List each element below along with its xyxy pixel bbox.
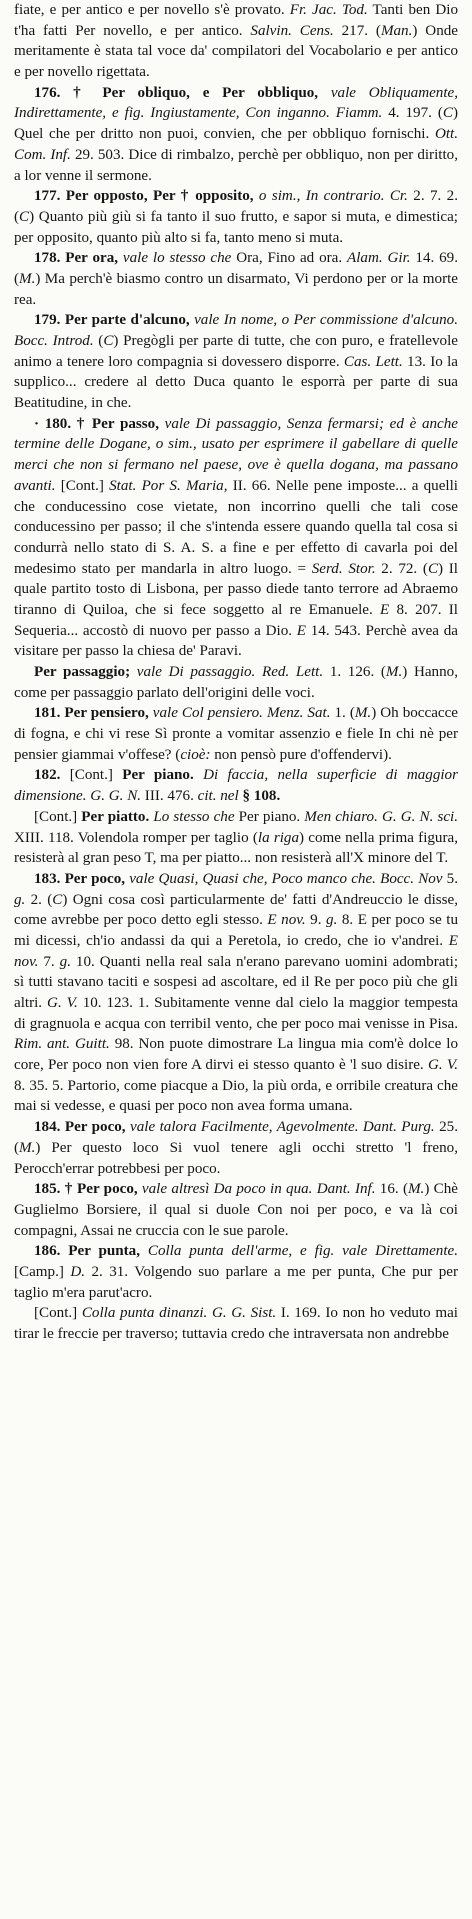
headword-text: 186. Per punta, <box>34 1243 148 1260</box>
italic-text: Ott. Com. Inf. <box>14 126 458 163</box>
body-text: 14. 543. Perchè avea da visitare per passo la chiesa de' Paravi. <box>14 622 458 660</box>
italic-text: D. <box>70 1263 86 1280</box>
body-text: fiate, e per antico e per novello s'è provato. <box>14 2 290 18</box>
headword-text: 176. † Per obliquo, e Per obbliquo, <box>34 84 331 101</box>
italic-text: M. <box>385 664 403 680</box>
body-text: 9. <box>305 912 327 929</box>
italic-text: cit. nel <box>197 788 239 805</box>
italic-text: M. <box>407 1181 425 1198</box>
body-text: 8. 35. 5. Partorio, come piacque a Dio, la più orda, e orribile creatura che mai si vedesse, e quasi per poco non avea forma umana. <box>14 1077 458 1115</box>
body-text: ) come nella prima figura, resisterà al gran peso T, ma per piatto... non resisterà all'X minore del T. <box>14 829 458 867</box>
entry-180 <box>14 414 458 662</box>
body-text: ) Il quale partito tosto di Lisbona, per passo diede tanto terrore ad Abraemo tiranno di Quiloa, che si fece soggetto al re Emanuele. <box>14 560 458 618</box>
italic-text: cioè: <box>180 746 211 763</box>
italic-text: g. <box>14 891 26 908</box>
italic-text: C <box>427 560 439 577</box>
body-text: ) Onde meritamente è stata tal voce da' compilatori del Vocabolario e per antico e per novello rigettata. <box>14 22 458 81</box>
headword-text: Per passaggio; <box>34 664 137 680</box>
italic-text: vale Obliquamente, Indirettamente, e fig. Ingiustamente, Con inganno. Fiamm. <box>14 84 459 122</box>
headword-text: 184. Per poco, <box>34 1119 131 1136</box>
entry-186-cont <box>14 1303 458 1344</box>
body-text: [Cont.] <box>55 477 110 494</box>
headword-text: 182. <box>34 767 70 784</box>
body-text: [Cont.] <box>69 767 123 784</box>
body-text: II. 66. Nelle pene imposte... a quelli che conducessino cose vietate, non incorrino quelli che tali cose conducessino per passo; il che s'intenda essere quando quella tal cosa si condurrà nello stato di S. A. S. a fine e per effetto di cavarla poi del medesimo stato per mandarla in altro luogo. = <box>14 477 459 577</box>
entry-179 <box>14 310 458 413</box>
headword-text: 181. Per pensiero, <box>34 705 153 722</box>
italic-text: Colla punta dell'arme, e fig. vale Direttamente. <box>147 1243 458 1260</box>
body-text: III. 476. <box>141 788 198 805</box>
body-text: ) Ogni cosa così particularmente de' fatti d'Andreuccio le disse, come avrebbe per poco detto egli stesso. <box>14 891 458 929</box>
body-text: ) Quanto più giù si fa tanto il suo frutto, e sapor si muta, e dimestica; per opposito, quanto più alto si fa, tanto meno si muta. <box>14 208 458 246</box>
headword-text: Per piano. <box>122 767 204 784</box>
italic-text: Man. <box>380 22 413 39</box>
italic-text: M. <box>19 270 36 287</box>
italic-text: G. V. <box>47 995 78 1011</box>
body-text: 16. ( <box>375 1181 408 1198</box>
italic-text: vale altresì Da poco in qua. Dant. Inf. <box>141 1181 376 1198</box>
body-text: XIII. 118. Volendola romper per taglio ( <box>14 829 258 846</box>
body-text: ) Hanno, come per passaggio parlato dell'origini delle voci. <box>14 664 458 701</box>
italic-text: E nov. <box>267 912 306 929</box>
body-text: 2. 31. Volgendo suo parlare a me per punta, Che pur per taglio m'era parut'acro. <box>14 1263 459 1301</box>
italic-text: Men chiaro. G. G. N. sci. <box>304 808 458 825</box>
italic-text: C <box>103 333 114 349</box>
italic-text: vale In nome, o Per commissione d'alcuno. Bocc. Introd. <box>14 312 458 349</box>
body-text: 10. Quanti nella real sala n'erano parevano uomini adombrati; sì tutti stavano taciti e sospesi ad ascoltare, ed il Re per poco più che gli altri. <box>14 953 459 1011</box>
entry-177 <box>14 186 458 248</box>
body-text: ) Ma perch'è biasmo contro un disarmato, Vi perdono per or la morte rea. <box>14 270 458 308</box>
italic-text: vale talora Facilmente, Agevolmente. Dant. Purg. <box>130 1119 435 1136</box>
entry-per-passaggio <box>14 662 458 703</box>
body-text: Tanti ben Dio t'ha fatti Per novello, e per antico. <box>14 2 458 39</box>
body-text: 2. 72. ( <box>375 560 428 577</box>
italic-text: C <box>19 208 30 225</box>
italic-text: Salvin. Cens. <box>250 22 334 39</box>
body-text: 217. ( <box>333 22 381 39</box>
italic-text: g. <box>326 912 338 929</box>
body-text: ) Quel che per dritto non puoi, convien, che per obbliquo fornischi. <box>14 105 458 143</box>
entry-186 <box>14 1241 458 1303</box>
entry-183 <box>14 869 458 1117</box>
entry-178 <box>14 248 458 310</box>
body-text: 98. Non puote dimostrare La lingua mia com'è dolce lo core, Per poco non vien fore A dirvi ei stesso quanto è 'l suo disire. <box>14 1036 458 1074</box>
italic-text: vale Di passaggio, Senza fermarsi; ed è anche termine delle Dogane, o sim., usato per esprimere il gabellare di quelle merci che non si fermano nel paese, ove è quella dogana, ma passano avanti. <box>14 415 458 494</box>
italic-text: vale Di passaggio. Red. Lett. <box>136 664 324 680</box>
headword-text: 179. Per parte d'alcuno, <box>34 312 195 329</box>
body-text: [Camp.] <box>14 1263 71 1280</box>
italic-text: o sim., In contrario. Cr. <box>258 188 408 205</box>
body-text: 2. 7. 2. ( <box>14 188 458 225</box>
headword-text: 177. Per opposto, Per † opposito, <box>34 188 259 205</box>
italic-text: C <box>52 891 63 908</box>
italic-text: M. <box>19 1139 36 1156</box>
italic-text: Cas. Lett. <box>343 353 403 370</box>
entry-176 <box>14 83 458 186</box>
headword-text: Per piatto. <box>81 808 154 825</box>
body-text: 14. 69. ( <box>14 250 458 287</box>
body-text: 1. ( <box>330 705 355 722</box>
italic-text: E <box>296 622 307 639</box>
headword-text: § 108. <box>238 788 281 805</box>
italic-text: vale Col pensiero. Menz. Sat. <box>152 705 331 722</box>
entry-184 <box>14 1117 458 1179</box>
body-text: 1. 126. ( <box>323 664 386 680</box>
body-text: ( <box>93 333 104 349</box>
headword-text: · 180. † Per passo, <box>34 415 165 432</box>
body-text: 13. Io la supplico... credere al detto Duca quanto le esporrà per parte di sua Beatitudine, in che. <box>14 353 458 412</box>
body-text: 8. 207. Il Sequeria... accostò di nuovo per passo a Dio. <box>14 601 458 639</box>
italic-text: Serd. Stor. <box>311 560 376 577</box>
body-text: [Cont.] <box>34 1305 82 1322</box>
italic-text: E <box>380 601 390 618</box>
body-text: 2. ( <box>25 891 53 908</box>
italic-text: C <box>442 105 453 122</box>
body-text: 10. 123. 1. Subitamente venne dal cielo la maggior tempesta di gragnuola e acqua con terribil vento, che per poco mai venisse in Pisa. <box>14 995 458 1032</box>
body-text: 25. ( <box>14 1119 458 1156</box>
italic-text: g. <box>59 953 71 970</box>
italic-text: Lo stesso che <box>153 808 235 825</box>
italic-text: G. V. <box>427 1057 458 1074</box>
italic-text: E nov. <box>14 932 458 970</box>
headword-text: 183. Per poco, <box>34 870 130 887</box>
body-text: 7. <box>38 953 60 970</box>
body-text: 29. 503. Dice di rimbalzo, perchè per obbliquo, non per diritto, a lor venne il sermone. <box>14 146 458 184</box>
body-text: Ora, Fino ad ora. <box>231 250 347 267</box>
body-text: 4. 197. ( <box>382 105 443 122</box>
body-text: [Cont.] <box>34 808 82 825</box>
entry-per-piatto <box>14 807 458 869</box>
body-text: 5. <box>442 870 458 887</box>
body-text: I. 169. Io non ho veduto mai tirar le freccie per traverso; tuttavia credo che intraversata non andrebbe <box>14 1305 458 1342</box>
body-text: ) Oh boccacce di fogna, e chi vi rese Sì pronte a vomitar assenzio e fiele In chi nè per pensier giammai v'offese? ( <box>14 705 458 763</box>
italic-text: Colla punta dinanzi. G. G. Sist. <box>81 1305 277 1322</box>
italic-text: vale lo stesso che <box>122 250 232 267</box>
body-text: 8. E per poco se tu mi dicessi, ch'io andassi da qui a Peretola, io credo, che io v'andrei. <box>14 912 458 949</box>
italic-text: Alam. Gir. <box>346 250 411 267</box>
headword-text: 178. Per ora, <box>34 250 123 267</box>
body-text: ) Per questo loco Si vuol tenere agli occhi stretto 'l freno, Perocch'errar potrebbesi per poco. <box>14 1139 458 1177</box>
entry-185 <box>14 1179 458 1241</box>
italic-text: Di faccia, nella superficie di maggior dimensione. G. G. N. <box>14 767 458 805</box>
italic-text: Rim. ant. Guitt. <box>14 1036 110 1053</box>
italic-text: vale Quasi, Quasi che, Poco manco che. Bocc. Nov <box>129 870 443 887</box>
italic-text: Fr. Jac. Tod. <box>289 2 368 18</box>
entry-181 <box>14 703 458 765</box>
body-text: Per piano. <box>234 808 305 825</box>
italic-text: Stat. Por S. Maria, <box>109 477 228 494</box>
italic-text: M. <box>354 705 372 722</box>
entry-continuation <box>14 0 458 83</box>
body-text: ) Chè Guglielmo Borsiere, il qual si duole Con noi per poco, e va là coi compagni, Assai ne cruccia con le sue parole. <box>14 1181 458 1239</box>
entry-182 <box>14 765 458 806</box>
italic-text: la riga <box>257 829 300 846</box>
body-text: ) Pregògli per parte di tutte, che con puro, e fratellevole animo a tenere loro compagnia si dovessero disporre. <box>14 333 458 370</box>
body-text: non pensò pure d'offendervi). <box>210 746 392 763</box>
headword-text: 185. † Per poco, <box>34 1181 142 1198</box>
